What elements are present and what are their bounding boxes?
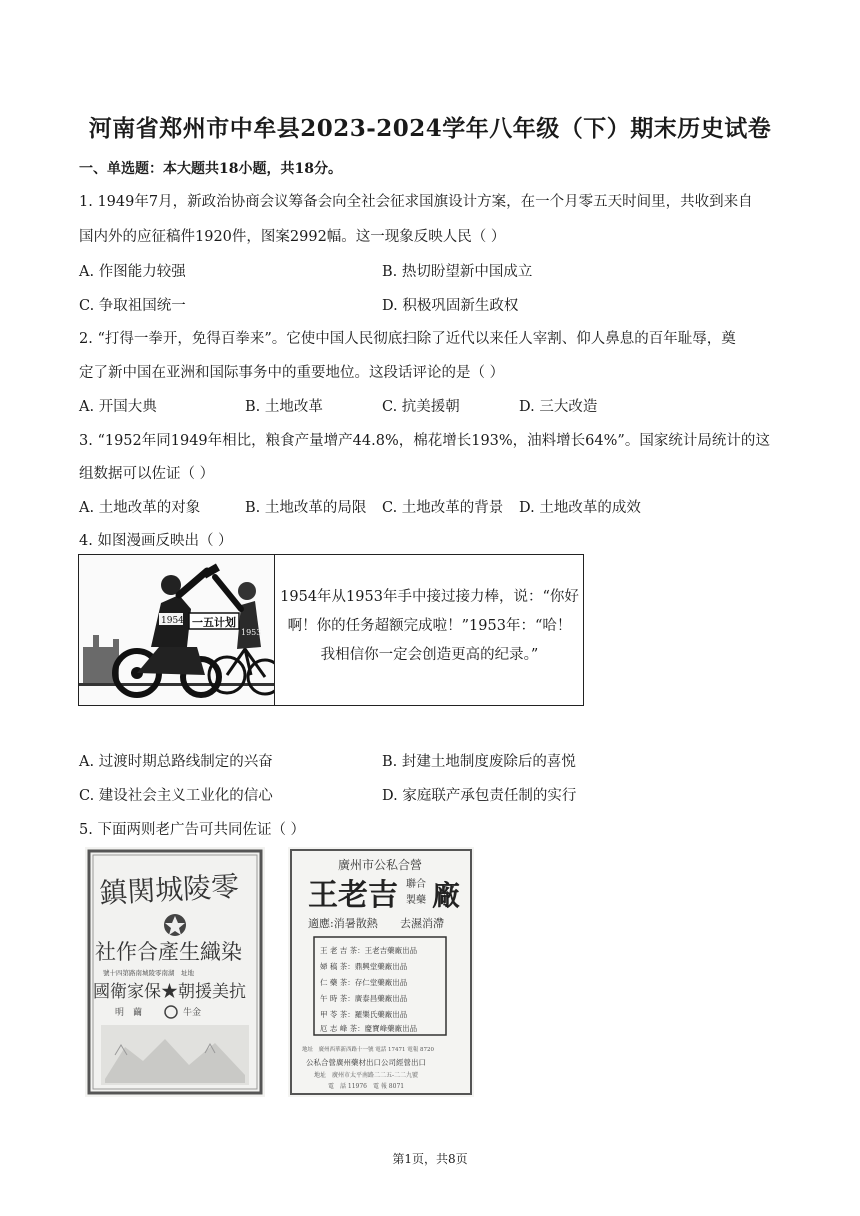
ad2-joint: 聯合: [406, 879, 426, 890]
q4-cartoon-table: [78, 554, 584, 706]
q3-stem-line-2: 组数据可以佐证（ ）: [79, 466, 215, 482]
q4-caption-line-1: 1954年从1953年手中接过接力棒，说：“你好: [280, 589, 579, 605]
ad1-title: 鎮関城陵零: [98, 869, 240, 910]
ad2-product-6: 厄 志 峰 茶：慶寶峰藥廠出品: [320, 1024, 418, 1033]
page-footer: 第1页，共8页: [392, 1152, 468, 1166]
q3-stem-line-1: 3. “1952年同1949年相比，粮食产量增产44.8%，棉花增长193%，油料增长64%”。国家统计局统计的这: [79, 433, 770, 449]
q2-stem-line-2: 定了新中国在亚洲和国际事务中的重要地位。这段话评论的是（ ）: [79, 365, 505, 381]
q4-option-c[interactable]: C. 建设社会主义工业化的信心: [79, 788, 273, 804]
q4-cartoon-caption: [275, 555, 583, 705]
q2-option-d[interactable]: D. 三大改造: [519, 399, 598, 415]
ad2-slogan-a: 適應:消暑散熱: [308, 917, 378, 930]
q2-option-a[interactable]: A. 开国大典: [79, 399, 157, 415]
q4-cartoon-image: [79, 555, 275, 705]
section-header: 一、单选题：本大题共18小题，共18分。: [79, 161, 342, 177]
q3-option-a[interactable]: A. 土地改革的对象: [79, 500, 201, 516]
q1-option-c[interactable]: C. 争取祖国统一: [79, 298, 186, 314]
ad2-bottom-2: 公私合營廣州藥材出口公司經營出口: [306, 1058, 426, 1067]
q1-option-d[interactable]: D. 积极巩固新生政权: [382, 298, 519, 314]
q2-stem-line-1: 2. “打得一拳开，免得百拳来”。它使中国人民彻底扫除了近代以来任人宰割、仰人鼻息的百年耻辱，奠: [79, 331, 736, 347]
q2-option-b[interactable]: B. 土地改革: [245, 399, 323, 415]
ad2-product-4: 午 時 茶：廣泰昌藥廠出品: [320, 994, 408, 1003]
q2-option-c[interactable]: C. 抗美援朝: [382, 399, 460, 415]
q1-stem-line-1: 1. 1949年7月，新政治协商会议筹备会向全社会征求国旗设计方案，在一个月零五天时间里，共收到来自: [79, 194, 753, 210]
ad2-chang: 廠: [432, 879, 461, 912]
q4-option-d[interactable]: D. 家庭联产承包责任制的实行: [382, 788, 577, 804]
ad1-footer-a: 明 繭: [115, 1008, 143, 1018]
q1-stem-line-2: 国内外的应征稿件1920件，图案2992幅。这一现象反映人民（ ）: [79, 229, 506, 245]
ad1-small: 號十四第路南城陵零南湖 址地: [103, 969, 194, 977]
page-title: 河南省郑州市中牟县2023-2024学年八年级（下）期末历史试卷: [88, 115, 772, 142]
ad2-bottom-4: 電 話 11976 電 報 8071: [328, 1083, 405, 1090]
ad2-product-1: 王 老 吉 茶：王老吉藥廠出品: [320, 946, 418, 955]
ad2-factory: 製藥: [406, 895, 426, 906]
q3-option-c[interactable]: C. 土地改革的背景: [382, 500, 504, 516]
q4-cartoon-year-1953: 1953: [241, 628, 262, 637]
ad2-top: 廣州市公私合營: [338, 858, 423, 872]
ad2-name: 王老吉: [308, 878, 398, 913]
q4-caption-line-3: 我相信你一定会创造更高的纪录。”: [320, 647, 539, 663]
ad2-product-3: 仁 藥 茶：存仁堂藥廠出品: [320, 978, 408, 987]
ad2-bottom-1: 地址 廣州西華新西路十一號 電話 17471 電報 8720: [302, 1047, 434, 1053]
ad2-product-5: 甲 苓 茶：羅樂氏藥廠出品: [320, 1010, 408, 1019]
q4-option-b[interactable]: B. 封建土地制度废除后的喜悦: [382, 754, 576, 770]
q1-option-a[interactable]: A. 作图能力较强: [79, 264, 186, 280]
ad1-footer-b: 牛金: [183, 1008, 202, 1018]
q4-cartoon-year-1954: 1954: [161, 616, 184, 626]
q4-option-a[interactable]: A. 过渡时期总路线制定的兴奋: [79, 754, 273, 770]
ad2-product-2: 婦 稿 茶：鼎興堂藥廠出品: [320, 962, 408, 971]
q5-advertisement-wanglaoji: [288, 847, 474, 1097]
ad2-bottom-3: 地址 廣州市太平南路二二五-二二九號: [314, 1072, 419, 1079]
q5-stem: 5. 下面两则老广告可共同佐证（ ）: [79, 822, 306, 838]
q4-stem: 4. 如图漫画反映出（ ）: [79, 533, 233, 549]
ad1-line2: 社作合產生織染: [95, 940, 242, 964]
q5-advertisement-dyeing-cooperative: [85, 847, 265, 1097]
q3-option-d[interactable]: D. 土地改革的成效: [519, 500, 641, 516]
ad1-line3: 國衛家保★朝援美抗: [93, 982, 246, 1002]
q4-cartoon-plan-label: 一五计划: [192, 616, 236, 629]
q4-caption-line-2: 啊！你的任务超额完成啦！”1953年：“哈！: [287, 618, 572, 634]
q3-option-b[interactable]: B. 土地改革的局限: [245, 500, 367, 516]
q1-option-b[interactable]: B. 热切盼望新中国成立: [382, 264, 533, 280]
ad2-slogan-b: 去濕消滯: [400, 917, 444, 930]
